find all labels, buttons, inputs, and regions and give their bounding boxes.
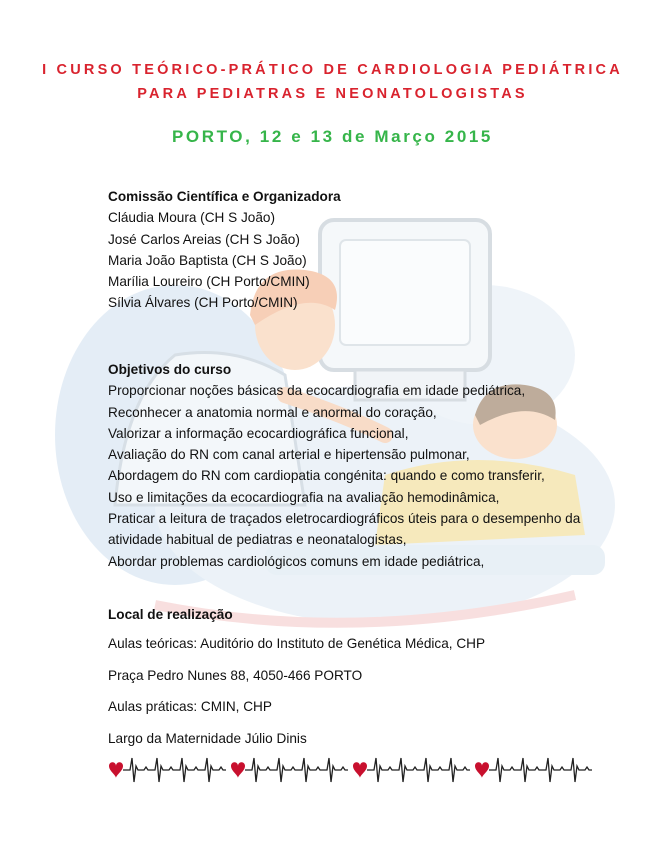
venue-line: Praça Pedro Nunes 88, 4050-466 PORTO (108, 667, 363, 683)
heart-icon (109, 762, 123, 778)
objective-item: Uso e limitações da ecocardiografia na avaliação hemodinâmica, (108, 489, 500, 505)
ecg-trace (245, 758, 348, 782)
objective-item: Proporcionar noções básicas da ecocardiografia em idade pediátrica, (108, 383, 526, 399)
course-title-line1: I CURSO TEÓRICO-PRÁTICO DE CARDIOLOGIA PEDIÁTRICA (42, 62, 623, 78)
objective-item: Praticar a leitura de traçados eletrocardiográficos úteis para o desempenho da (108, 511, 581, 527)
ecg-trace (367, 758, 470, 782)
objective-item: Abordar problemas cardiológicos comuns em idade pediátrica, (108, 553, 485, 569)
objective-item: Valorizar a informação ecocardiográfica funcional, (108, 425, 409, 441)
heart-icon (353, 762, 367, 778)
objective-item: Avaliação do RN com canal arterial e hipertensão pulmonar, (108, 447, 470, 463)
venue-line: Largo da Maternidade Júlio Dinis (108, 730, 307, 746)
ecg-heart-footer (108, 752, 598, 788)
ecg-trace (489, 758, 592, 782)
heart-icon (475, 762, 489, 778)
venue-section (108, 604, 485, 759)
event-date-location: PORTO, 12 e 13 de Março 2015 (171, 127, 493, 146)
commission-heading: Comissão Científica e Organizadora (108, 189, 341, 204)
objectives-heading: Objetivos do curso (108, 362, 232, 377)
commission-member: Marília Loureiro (CH Porto/CMIN) (108, 274, 310, 290)
commission-member: Sílvia Álvares (CH Porto/CMIN) (108, 295, 298, 311)
venue-line: Aulas teóricas: Auditório do Instituto de Genética Médica, CHP (108, 636, 486, 652)
ecg-trace (123, 758, 226, 782)
commission-section (108, 186, 341, 314)
heart-icon (231, 762, 245, 778)
objective-item: Reconhecer a anatomia normal e anormal do coração, (108, 404, 437, 420)
objective-item: atividade habitual de pediatras e neonatalogistas, (108, 532, 407, 548)
commission-member: Cláudia Moura (CH S João) (108, 210, 275, 226)
commission-member: Maria João Baptista (CH S João) (108, 252, 307, 268)
objectives-section (108, 359, 608, 572)
venue-heading: Local de realização (108, 607, 233, 622)
commission-member: José Carlos Areias (CH S João) (108, 231, 300, 247)
venue-line: Aulas práticas: CMIN, CHP (108, 699, 272, 715)
objective-item: Abordagem do RN com cardiopatia congénita: quando e como transferir, (108, 468, 545, 484)
course-title-line2: PARA PEDIATRAS E NEONATOLOGISTAS (137, 86, 528, 102)
